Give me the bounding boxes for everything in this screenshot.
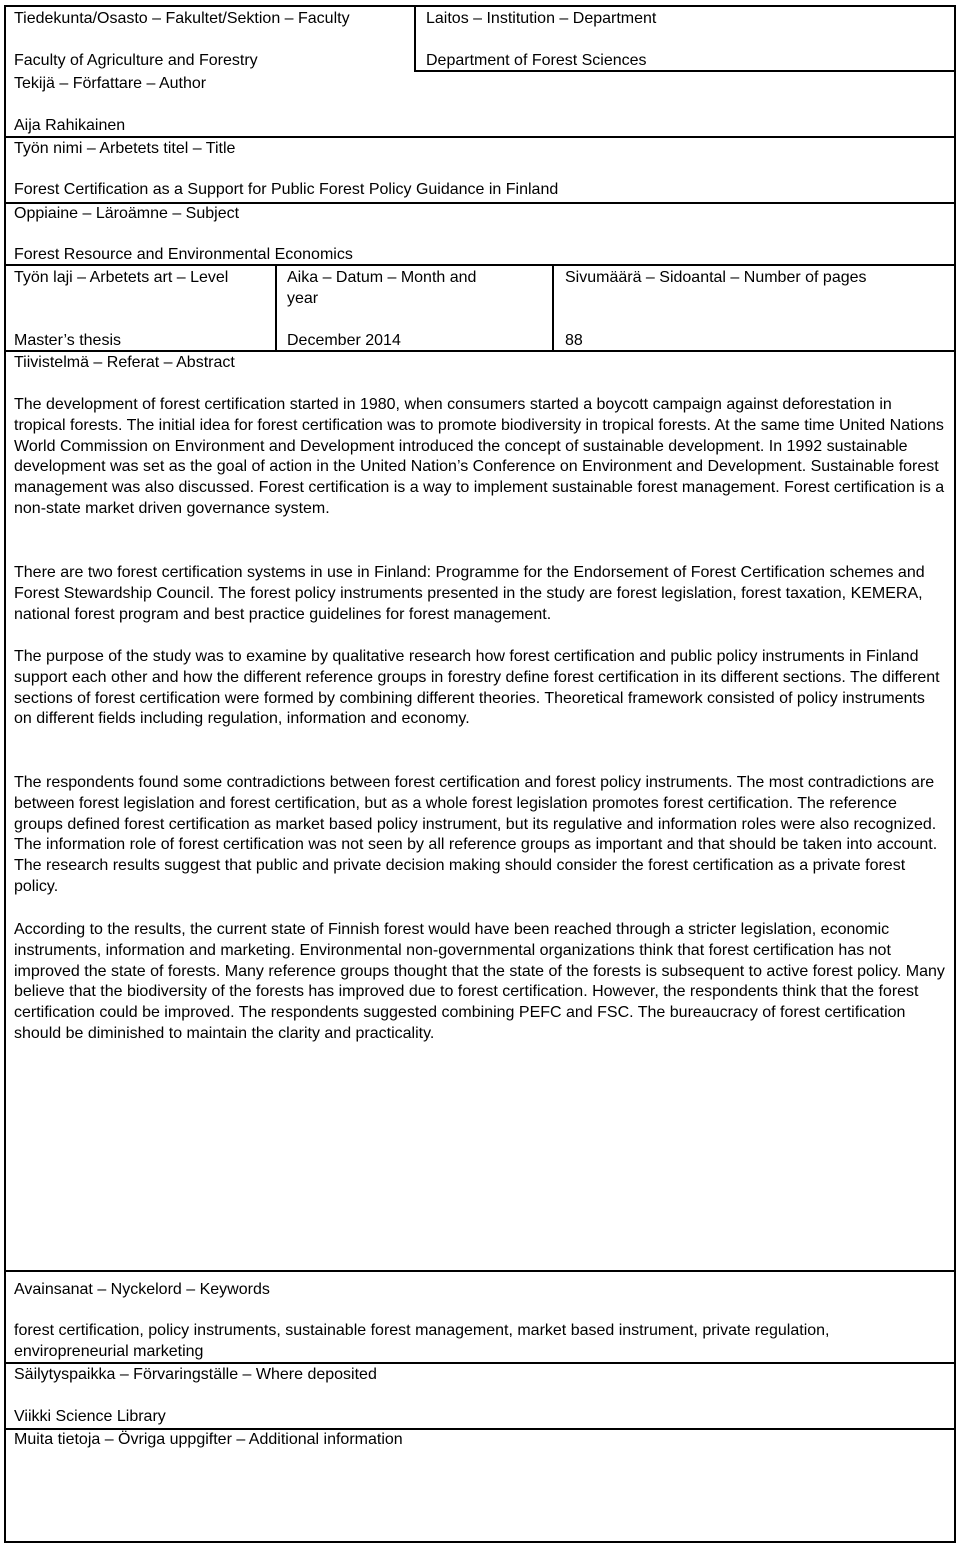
divider-level-date [275,264,277,350]
subject-label: Oppiaine – Läroämne – Subject [14,205,240,222]
deposited-value: Viikki Science Library [14,1408,166,1425]
abstract-paragraph-1: The development of forest certification started in 1980, when consumers started a boycott campaign against deforestation in tropical forests. The initial idea for forest certification was to promote biodiversity in tropical forests. At the same time United Nations World Commission on Environment and Development introduced the concept of sustainable development. In 1992 sustainable development was set as the goal of action in the United Nation’s Conference on Environment and Development. Sustainable forest management was also discussed. Forest certification is a way to implement sustainable forest management. Forest certification is a non-state market driven governance system. [14,396,945,517]
department-label: Laitos – Institution – Department [426,10,657,27]
keywords-label: Avainsanat – Nyckelord – Keywords [14,1281,270,1298]
pages-label: Sivumäärä – Sidoantal – Number of pages [565,269,867,286]
date-value: December 2014 [287,332,401,349]
date-label-line2: year [287,290,319,307]
pages-value: 88 [565,332,583,349]
subject-value: Forest Resource and Environmental Economics [14,246,353,263]
abstract-label: Tiivistelmä – Referat – Abstract [14,354,235,371]
abstract-paragraph-3: The purpose of the study was to examine by qualitative research how forest certification and public policy instruments in Finland support each other and how the different reference groups in forestry define forest certification in its different sections. The different sections of forest certification were formed by combining different theories. Theoretical framework consisted of policy instruments on different fields including regulation, information and economy. [14,648,940,728]
abstract-paragraph-5: According to the results, the current state of Finnish forest would have been reached through a stricter legislation, economic instruments, information and marketing. Environmental non-governmental organizations think that forest certification has not improved the state of forests. Many reference groups thought that the state of the forests is subsequent to active forest policy. Many believe that the biodiversity of the forests has improved due to forest certification. However, the respondents think that the forest certification could be improved. The respondents suggested combining PEFC and FSC. The bureaucracy of forest certification should be diminished to maintain the clarity and practicality. [14,921,945,1042]
author-value: Aija Rahikainen [14,117,126,134]
divider-faculty-department [414,5,416,70]
department-value: Department of Forest Sciences [426,52,647,69]
divider-date-pages [552,264,554,350]
abstract-paragraph-4: The respondents found some contradictions between forest certification and forest policy instruments. The most contradictions are between forest legislation and forest certification, but as a whole forest legislation promotes forest certification. The reference groups defined forest certification as market based policy instrument, but its regulative and information roles were also recognized. The information role of forest certification was not seen by all reference groups as important and that should be taken into account. The research results suggest that public and private decision making should consider the forest certification as a private forest policy. [14,774,938,895]
additional-label: Muita tietoja – Övriga uppgifter – Additional information [14,1431,403,1448]
title-value: Forest Certification as a Support for Public Forest Policy Guidance in Finland [14,181,559,198]
title-label: Työn nimi – Arbetets titel – Title [14,140,236,157]
divider-abstract [4,1270,956,1272]
date-label-line1: Aika – Datum – Month and [287,269,477,286]
author-label: Tekijä – Författare – Author [14,75,207,92]
faculty-label: Tiedekunta/Osasto – Fakultet/Sektion – Faculty [14,10,350,27]
level-value: Master’s thesis [14,332,121,349]
faculty-value: Faculty of Agriculture and Forestry [14,52,258,69]
deposited-label: Säilytyspaikka – Förvaringställe – Where deposited [14,1366,377,1383]
abstract-paragraph-2: There are two forest certification systems in use in Finland: Programme for the Endorsement of Forest Certification schemes and Forest Stewardship Council. The forest policy instruments presented in the study are forest legislation, forest taxation, KEMERA, national forest program and best practice guidelines for forest management. [14,564,925,623]
keywords-value: forest certification, policy instruments, sustainable forest management, market based instrument, private regulation, enviropreneurial marketing [14,1322,830,1360]
level-label: Työn laji – Arbetets art – Level [14,269,229,286]
